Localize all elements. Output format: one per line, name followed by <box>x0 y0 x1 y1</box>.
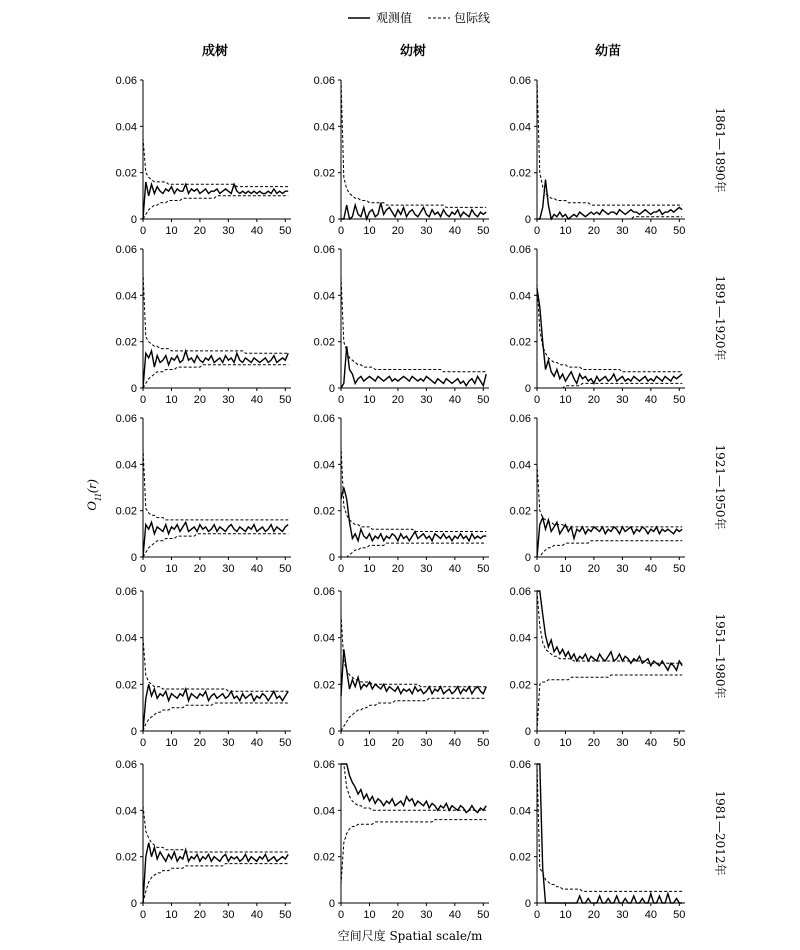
panel-r2-c2 <box>510 413 686 575</box>
y-tick-label: 0.02 <box>313 851 335 864</box>
y-tick-label: 0 <box>524 383 531 395</box>
y-tick-label: 0.06 <box>509 759 531 771</box>
envelope-upper-line <box>143 638 288 692</box>
envelope-upper-line <box>537 764 682 891</box>
x-tick-label: 30 <box>420 225 433 237</box>
y-tick-label: 0.02 <box>313 167 335 180</box>
panel-r0-c1 <box>314 75 490 237</box>
y-tick-label: 0.02 <box>115 336 137 349</box>
y-tick-label: 0.06 <box>509 75 531 87</box>
y-tick-label: 0.04 <box>313 632 335 645</box>
y-tick-label: 0.04 <box>509 121 531 134</box>
y-tick-label: 0.04 <box>115 632 137 645</box>
x-tick-label: 10 <box>559 563 572 575</box>
y-tick-label: 0 <box>130 214 137 226</box>
x-tick-label: 50 <box>673 563 686 575</box>
panel-r1-c1 <box>314 244 490 406</box>
x-tick-label: 30 <box>222 737 235 749</box>
y-tick-label: 0 <box>524 214 531 226</box>
x-tick-label: 40 <box>250 225 263 237</box>
envelope-upper-line <box>341 446 486 532</box>
observed-line <box>143 522 288 557</box>
x-tick-label: 10 <box>559 737 572 749</box>
x-tick-label: 40 <box>644 225 657 237</box>
x-tick-label: 20 <box>391 225 405 237</box>
observed-line <box>341 764 486 813</box>
y-tick-label: 0.04 <box>313 459 335 472</box>
x-tick-label: 0 <box>139 394 147 406</box>
y-tick-label: 0 <box>524 898 531 910</box>
x-tick-label: 0 <box>139 563 147 575</box>
panel-r0-c0 <box>116 75 292 237</box>
x-tick-label: 0 <box>533 225 541 237</box>
x-tick-label: 40 <box>250 737 263 749</box>
x-tick-label: 40 <box>644 909 657 921</box>
y-tick-label: 0 <box>130 898 137 910</box>
y-tick-label: 0.02 <box>115 679 137 692</box>
y-tick-label: 0.04 <box>509 459 531 472</box>
x-tick-label: 10 <box>559 394 572 406</box>
x-tick-label: 40 <box>448 394 461 406</box>
y-tick-label: 0.06 <box>313 244 335 256</box>
x-tick-label: 20 <box>587 225 601 237</box>
envelope-lower-line <box>537 541 682 557</box>
x-tick-label: 20 <box>587 909 601 921</box>
y-tick-label: 0.04 <box>115 805 137 818</box>
x-tick-label: 30 <box>420 737 433 749</box>
x-tick-label: 0 <box>533 737 541 749</box>
y-tick-label: 0.02 <box>313 505 335 518</box>
y-tick-label: 0 <box>130 726 137 738</box>
y-tick-label: 0 <box>328 552 335 564</box>
y-tick-label: 0.02 <box>509 851 531 864</box>
x-tick-label: 10 <box>165 737 178 749</box>
y-tick-label: 0.02 <box>509 336 531 349</box>
envelope-upper-line <box>143 272 288 353</box>
x-tick-label: 40 <box>448 225 461 237</box>
observed-line <box>143 351 288 388</box>
x-tick-label: 0 <box>139 737 147 749</box>
x-tick-label: 20 <box>193 737 207 749</box>
x-tick-label: 40 <box>644 563 657 575</box>
x-tick-label: 50 <box>477 737 490 749</box>
row-label-3: 1951—1980年 <box>713 613 727 699</box>
envelope-lower-line <box>143 365 288 388</box>
x-tick-label: 30 <box>222 225 235 237</box>
y-tick-label: 0.06 <box>115 244 137 256</box>
observed-line <box>143 182 288 219</box>
envelope-lower-line <box>341 543 486 557</box>
observed-line <box>537 518 682 557</box>
envelope-upper-line <box>341 614 486 686</box>
envelope-lower-line <box>143 864 288 903</box>
x-tick-label: 50 <box>477 563 490 575</box>
x-tick-label: 20 <box>391 563 405 575</box>
envelope-lower-line <box>537 383 682 388</box>
y-axis-label: $O_{11}(r)$ <box>84 479 103 511</box>
y-tick-label: 0.06 <box>115 413 137 425</box>
x-tick-label: 30 <box>616 225 629 237</box>
x-tick-label: 30 <box>616 563 629 575</box>
envelope-upper-line <box>341 277 486 372</box>
y-tick-label: 0.06 <box>115 75 137 87</box>
y-tick-label: 0.02 <box>509 679 531 692</box>
envelope-lower-line <box>143 196 288 219</box>
x-tick-label: 50 <box>279 394 292 406</box>
x-tick-label: 0 <box>337 394 345 406</box>
x-tick-label: 0 <box>337 225 345 237</box>
x-tick-label: 0 <box>337 563 345 575</box>
x-tick-label: 20 <box>193 394 207 406</box>
y-tick-label: 0.02 <box>509 505 531 518</box>
envelope-lower-line <box>537 675 682 731</box>
y-tick-label: 0 <box>328 214 335 226</box>
x-tick-label: 0 <box>533 394 541 406</box>
envelope-lower-line <box>143 534 288 557</box>
legend <box>348 10 490 25</box>
observed-line <box>341 488 486 541</box>
x-tick-label: 50 <box>477 394 490 406</box>
x-tick-label: 0 <box>337 737 345 749</box>
y-tick-label: 0.06 <box>509 244 531 256</box>
y-tick-label: 0.04 <box>313 805 335 818</box>
envelope-upper-line <box>143 806 288 852</box>
x-tick-label: 20 <box>587 563 601 575</box>
x-tick-label: 50 <box>279 563 292 575</box>
x-tick-label: 40 <box>644 737 657 749</box>
panel-r4-c2 <box>510 759 686 921</box>
x-tick-label: 40 <box>644 394 657 406</box>
y-tick-label: 0.04 <box>509 805 531 818</box>
y-tick-label: 0 <box>130 383 137 395</box>
envelope-upper-line <box>143 138 288 187</box>
x-tick-label: 20 <box>391 737 405 749</box>
envelope-lower-line <box>341 820 486 885</box>
y-tick-label: 0.04 <box>509 632 531 645</box>
x-tick-label: 10 <box>363 225 376 237</box>
y-tick-label: 0.06 <box>509 586 531 598</box>
panel-r1-c0 <box>116 244 292 406</box>
y-tick-label: 0.06 <box>313 413 335 425</box>
x-tick-label: 30 <box>616 737 629 749</box>
x-tick-label: 30 <box>222 394 235 406</box>
x-tick-label: 10 <box>559 909 572 921</box>
x-tick-label: 0 <box>533 563 541 575</box>
y-tick-label: 0.02 <box>115 851 137 864</box>
row-label-0: 1861—1890年 <box>713 107 727 193</box>
y-tick-label: 0.06 <box>509 413 531 425</box>
y-tick-label: 0.06 <box>115 759 137 771</box>
x-tick-label: 50 <box>279 909 292 921</box>
panel-r3-c0 <box>116 586 292 749</box>
legend-observed-label: 观测值 <box>376 11 413 25</box>
x-tick-label: 40 <box>250 563 263 575</box>
y-tick-label: 0.02 <box>509 167 531 180</box>
x-tick-label: 30 <box>222 563 235 575</box>
panels <box>116 75 686 921</box>
observed-line <box>341 346 486 388</box>
panel-r4-c0 <box>116 759 292 921</box>
x-tick-label: 10 <box>559 225 572 237</box>
x-tick-label: 20 <box>587 737 601 749</box>
y-tick-label: 0.02 <box>115 167 137 180</box>
x-tick-label: 10 <box>363 737 376 749</box>
envelope-upper-line <box>537 464 682 527</box>
x-tick-label: 30 <box>420 394 433 406</box>
panel-r4-c1 <box>314 759 490 921</box>
envelope-upper-line <box>537 284 682 372</box>
column-title-sapling: 幼树 <box>399 44 427 59</box>
y-tick-label: 0.02 <box>313 679 335 692</box>
row-label-2: 1921—1950年 <box>713 444 727 530</box>
x-tick-label: 50 <box>673 737 686 749</box>
x-tick-label: 50 <box>673 394 686 406</box>
panel-r1-c2 <box>510 244 686 406</box>
x-tick-label: 50 <box>673 909 686 921</box>
x-tick-label: 10 <box>165 394 178 406</box>
observed-line <box>537 764 682 903</box>
y-tick-label: 0.06 <box>313 759 335 771</box>
x-tick-label: 20 <box>193 225 207 237</box>
row-label-1: 1891—1920年 <box>713 275 727 361</box>
y-tick-label: 0.04 <box>313 121 335 134</box>
envelope-lower-line <box>341 698 486 731</box>
x-tick-label: 40 <box>448 563 461 575</box>
x-tick-label: 40 <box>250 909 263 921</box>
x-axis-label: 空间尺度 Spatial scale/m <box>337 929 483 943</box>
envelope-upper-line <box>143 448 288 520</box>
panel-r2-c0 <box>116 413 292 575</box>
x-tick-label: 50 <box>279 225 292 237</box>
y-tick-label: 0.04 <box>115 121 137 134</box>
y-tick-label: 0 <box>328 726 335 738</box>
x-tick-label: 30 <box>616 909 629 921</box>
y-tick-label: 0 <box>130 552 137 564</box>
x-tick-label: 30 <box>420 909 433 921</box>
x-tick-label: 10 <box>363 563 376 575</box>
x-tick-label: 30 <box>616 394 629 406</box>
x-tick-label: 50 <box>477 225 490 237</box>
y-tick-label: 0.06 <box>115 586 137 598</box>
x-tick-label: 20 <box>391 909 405 921</box>
observed-line <box>341 649 486 696</box>
envelope-upper-line <box>341 80 486 207</box>
x-tick-label: 20 <box>193 909 207 921</box>
x-tick-label: 10 <box>165 563 178 575</box>
y-tick-label: 0.02 <box>115 505 137 518</box>
x-tick-label: 50 <box>673 225 686 237</box>
y-tick-label: 0 <box>524 552 531 564</box>
column-title-adult: 成树 <box>201 44 229 59</box>
column-title-seedling: 幼苗 <box>594 44 622 59</box>
y-tick-label: 0 <box>328 383 335 395</box>
y-tick-label: 0 <box>524 726 531 738</box>
y-tick-label: 0.04 <box>115 290 137 303</box>
x-tick-label: 20 <box>587 394 601 406</box>
x-tick-label: 10 <box>165 225 178 237</box>
x-tick-label: 40 <box>250 394 263 406</box>
y-tick-label: 0.06 <box>313 75 335 87</box>
y-tick-label: 0.02 <box>313 336 335 349</box>
panel-r3-c2 <box>510 586 686 749</box>
x-tick-label: 40 <box>448 909 461 921</box>
observed-line <box>537 180 682 219</box>
x-tick-label: 0 <box>139 225 147 237</box>
row-label-4: 1981—2012年 <box>713 790 727 876</box>
x-tick-label: 0 <box>139 909 147 921</box>
x-tick-label: 50 <box>279 737 292 749</box>
x-tick-label: 0 <box>533 909 541 921</box>
panel-r3-c1 <box>314 586 490 749</box>
envelope-upper-line <box>537 80 682 205</box>
x-tick-label: 20 <box>391 394 405 406</box>
envelope-lower-line <box>143 703 288 731</box>
y-tick-label: 0.06 <box>313 586 335 598</box>
y-tick-label: 0 <box>328 898 335 910</box>
legend-envelope-label: 包际线 <box>454 11 491 25</box>
x-tick-label: 40 <box>448 737 461 749</box>
x-tick-label: 30 <box>420 563 433 575</box>
x-tick-label: 10 <box>363 394 376 406</box>
y-tick-label: 0.04 <box>313 290 335 303</box>
x-tick-label: 0 <box>337 909 345 921</box>
y-tick-label: 0.04 <box>509 290 531 303</box>
x-tick-label: 50 <box>477 909 490 921</box>
x-tick-label: 10 <box>363 909 376 921</box>
panel-r0-c2 <box>510 75 686 237</box>
x-tick-label: 20 <box>193 563 207 575</box>
panel-r2-c1 <box>314 413 490 575</box>
x-tick-label: 10 <box>165 909 178 921</box>
x-tick-label: 30 <box>222 909 235 921</box>
y-tick-label: 0.04 <box>115 459 137 472</box>
